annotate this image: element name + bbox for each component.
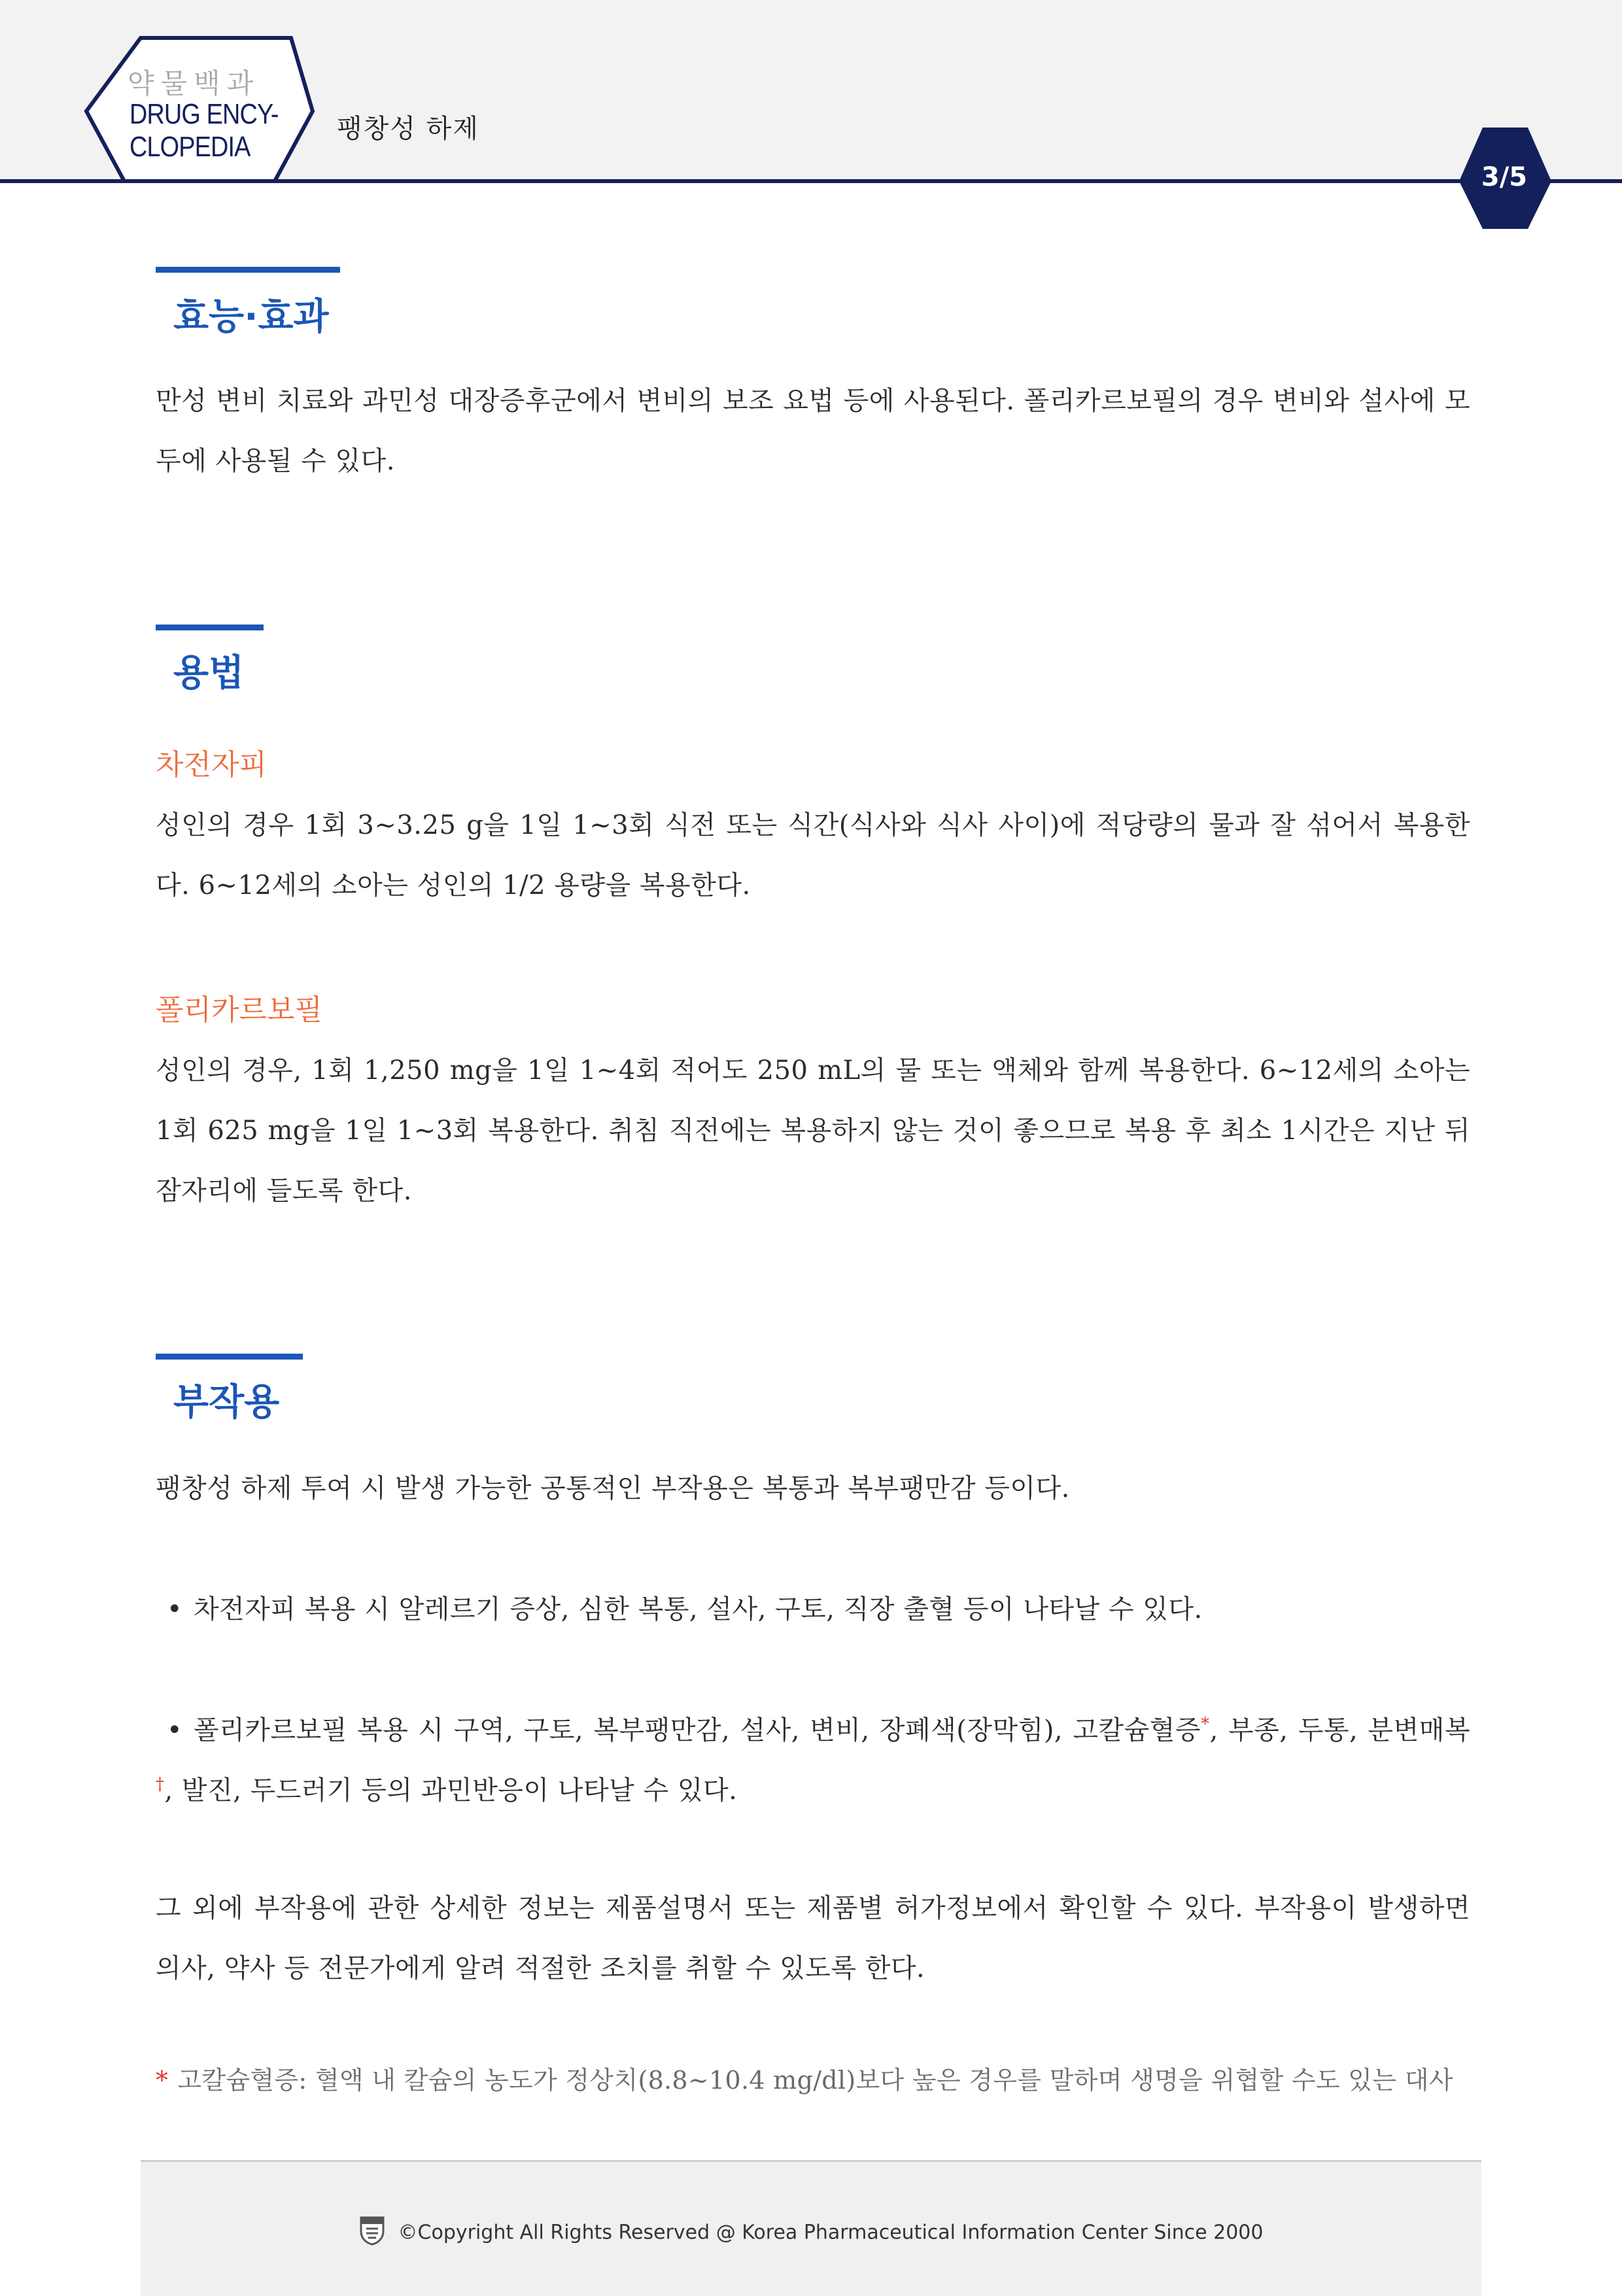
efficacy-section-bar [156, 267, 340, 273]
footer-content [141, 2216, 1481, 2251]
side-effects-section-title: 부작용 [173, 1381, 280, 1424]
bullet-2-text-part1: 폴리카르보필 복용 시 구역, 구토, 복부팽만감, 설사, 변비, 장폐색(장막힘), 고칼슘혈증 [194, 1715, 1201, 1745]
side-effects-bullet-2 [156, 1700, 1470, 1821]
footnote-marker-dagger: † [156, 1774, 165, 1794]
page-number: 3/5 [1481, 162, 1528, 192]
logo-english-line1: DRUG ENCY- [129, 98, 279, 130]
copyright-text: ©Copyright All Rights Reserved @ Korea Pharmaceutical Information Center Since 2000 [398, 2221, 1264, 2244]
crest-icon [359, 2216, 385, 2251]
logo-korean: 약물백과 [128, 67, 260, 99]
efficacy-body: 만성 변비 치료와 과민성 대장증후군에서 변비의 보조 요법 등에 사용된다. 폴리카르보필의 경우 변비와 설사에 모두에 사용될 수 있다. [156, 386, 1470, 476]
bullet-1-text: 차전자피 복용 시 알레르기 증상, 심한 복통, 설사, 구토, 직장 출혈 등이 나타날 수 있다. [194, 1594, 1203, 1624]
polycarbophil-subheading: 폴리카르보필 [156, 993, 323, 1027]
psyllium-subheading: 차전자피 [156, 748, 267, 781]
footnote-asterisk: * [156, 2066, 169, 2095]
side-effects-bullet-1 [156, 1579, 1470, 1639]
side-effects-intro: 팽창성 하제 투여 시 발생 가능한 공통적인 부작용은 복통과 복부팽만감 등이다. [156, 1473, 1070, 1503]
bullet-2-text-part3: , 발진, 두드러기 등의 과민반응이 나타날 수 있다. [164, 1775, 738, 1806]
polycarbophil-dosage-body: 성인의 경우, 1회 1,250 mg을 1일 1~4회 적어도 250 mL의 물 또는 액체와 함께 복용한다. 6~12세의 소아는 1회 625 mg을 1일 1~3회 복용한다. 취침 직전에는 복용하지 않는 것이 좋으므로 복용 후 최소 1시간은 지난 뒤 잠자리에 들도록 한다. [156, 1055, 1470, 1206]
document-title: 팽창성 하제 [337, 114, 479, 144]
dosage-section-bar [156, 625, 264, 630]
logo-english [129, 98, 287, 163]
page-footer [141, 2160, 1481, 2296]
bullet-marker: • [166, 1715, 183, 1745]
logo-english-line2: CLOPEDIA [129, 131, 250, 163]
footnote-text: 고칼슘혈증: 혈액 내 칼슘의 농도가 정상치(8.8~10.4 mg/dl)보다 높은 경우를 말하며 생명을 위협할 수도 있는 대사 [177, 2066, 1453, 2095]
side-effects-closing: 그 외에 부작용에 관한 상세한 정보는 제품설명서 또는 제품별 허가정보에서 확인할 수 있다. 부작용이 발생하면 의사, 약사 등 전문가에게 알려 적절한 조치를 취할 수 있도록 한다. [156, 1893, 1470, 1983]
side-effects-section-bar [156, 1354, 303, 1360]
psyllium-dosage-body: 성인의 경우 1회 3~3.25 g을 1일 1~3회 식전 또는 식간(식사와 식사 사이)에 적당량의 물과 잘 섞어서 복용한다. 6~12세의 소아는 성인의 1/2 용량을 복용한다. [156, 810, 1470, 900]
page-header [0, 0, 1622, 183]
efficacy-section-title: 효능·효과 [173, 296, 329, 338]
dosage-section-title: 용법 [173, 652, 245, 694]
bullet-2-text-part2: , 부종, 두통, 분변매복 [1209, 1715, 1470, 1745]
bullet-marker: • [166, 1594, 183, 1624]
footnote [156, 2060, 1477, 2096]
footnote-marker-asterisk: * [1201, 1714, 1210, 1734]
